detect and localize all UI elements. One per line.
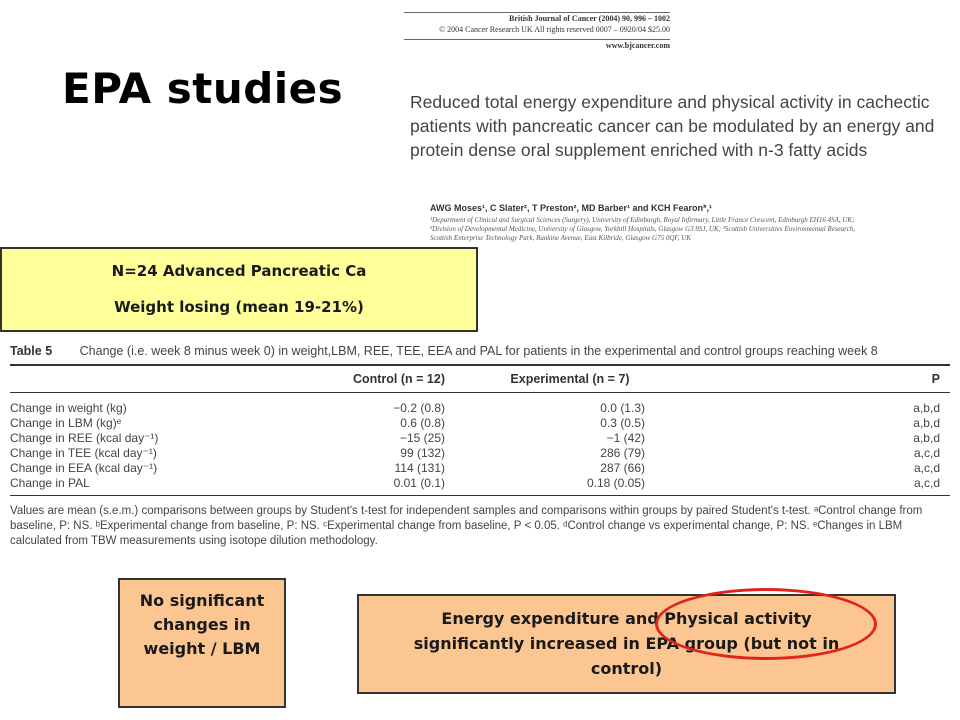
table-caption <box>10 340 950 366</box>
callout-weight-line: Weight losing (mean 19-21%) <box>114 298 364 316</box>
row-control-value: 0.6 (0.8) <box>400 416 445 430</box>
table-row <box>10 401 950 416</box>
table-row <box>10 476 950 491</box>
article-title: Reduced total energy expenditure and physical activity in cachectic patients with pancreatic cancer can be modulated by an energy and protein dense oral supplement enriched with n-3 fatty acids <box>410 92 935 160</box>
callout-energy-increase: Energy expenditure and Physical activity significantly increased in EPA group (but not in control) <box>357 594 896 694</box>
journal-header <box>404 12 670 51</box>
row-control-value: 114 (131) <box>394 461 445 475</box>
affiliation-line: ¹Department of Clinical and Surgical Sciences (Surgery), University of Edinburgh, Royal Infirmary, Little France Crescent, Edinburgh EH16 4SA, UK; <box>430 216 855 224</box>
row-p-value: a,b,d <box>913 431 940 445</box>
row-experimental-value: 0.3 (0.5) <box>600 416 645 430</box>
affiliation-line: Scottish Enterprise Technology Park, Rankine Avenue, East Kilbride, Glasgow G75 0QF, UK <box>430 234 691 242</box>
row-control-value: 99 (132) <box>400 446 445 460</box>
article-authors: AWG Moses¹, C Slater², T Preston², MD Barber¹ and KCH Fearon*,¹ <box>430 203 713 213</box>
row-p-value: a,c,d <box>913 461 940 475</box>
row-label: Change in weight (kg) <box>10 401 127 415</box>
callout-population-line: N=24 Advanced Pancreatic Ca <box>111 262 367 280</box>
table-footnote: Values are mean (s.e.m.) comparisons between groups by Student's t-test for independent samples and comparisons within groups by paired Student's t-test. ᵃControl change from baseline, P: NS. ᵇExperimental change from baseline, P: NS. ᶜExperimental change from baseline, P < 0.05. ᵈControl change vs experimental change, P: NS. ᵉChanges in LBM calculated from TBW measurements using isotope dilution methodology. <box>10 505 923 547</box>
table-caption-text: Change (i.e. week 8 minus week 0) in weight,LBM, REE, TEE, EEA and PAL for patients in the experimental and control groups reaching week 8 <box>79 344 878 358</box>
article-authors-block <box>430 203 950 243</box>
table-header-row <box>10 366 950 393</box>
table-header-cell <box>10 372 300 386</box>
table-row <box>10 416 950 431</box>
row-p-value: a,c,d <box>913 446 940 460</box>
journal-copyright: © 2004 Cancer Research UK All rights reserved 0007 – 0920/04 $25.00 <box>439 25 670 34</box>
row-experimental-value: 0.18 (0.05) <box>586 476 645 490</box>
results-table <box>10 340 950 549</box>
row-experimental-value: 287 (66) <box>600 461 645 475</box>
row-experimental-value: 286 (79) <box>600 446 645 460</box>
table-body <box>10 393 950 496</box>
table-row <box>10 446 950 461</box>
callout-study-population <box>0 247 478 332</box>
row-label: Change in PAL <box>10 476 90 490</box>
table-row <box>10 461 950 476</box>
table-header-control: Control (n = 12) <box>352 372 445 386</box>
row-experimental-value: −1 (42) <box>606 431 645 445</box>
table-header-experimental: Experimental (n = 7) <box>510 372 630 386</box>
affiliation-line: ²Division of Developmental Medicine, University of Glasgow, Yorkhill Hospitals, Glasgow G3 8SJ, UK; ³Scottish Universities Environmental Research, <box>430 225 855 233</box>
table-number: Table 5 <box>10 344 53 358</box>
row-control-value: −0.2 (0.8) <box>393 401 445 415</box>
highlight-circle <box>655 588 877 660</box>
row-p-value: a,c,d <box>913 476 940 490</box>
callout-no-change: No significant changes in weight / LBM <box>118 578 286 708</box>
row-control-value: 0.01 (0.1) <box>393 476 445 490</box>
row-p-value: a,b,d <box>913 416 940 430</box>
row-label: Change in TEE (kcal day⁻¹) <box>10 446 157 460</box>
slide-title: EPA studies <box>62 64 344 113</box>
row-p-value: a,b,d <box>913 401 940 415</box>
row-label: Change in REE (kcal day⁻¹) <box>10 431 159 445</box>
journal-citation: British Journal of Cancer (2004) 90, 996 – 1002 <box>509 14 670 23</box>
row-label: Change in LBM (kg)ᵉ <box>10 416 122 430</box>
journal-url: www.bjcancer.com <box>605 41 670 50</box>
table-header-p: P <box>931 372 940 386</box>
row-label: Change in EEA (kcal day⁻¹) <box>10 461 158 475</box>
table-row <box>10 431 950 446</box>
row-control-value: −15 (25) <box>399 431 445 445</box>
row-experimental-value: 0.0 (1.3) <box>600 401 645 415</box>
